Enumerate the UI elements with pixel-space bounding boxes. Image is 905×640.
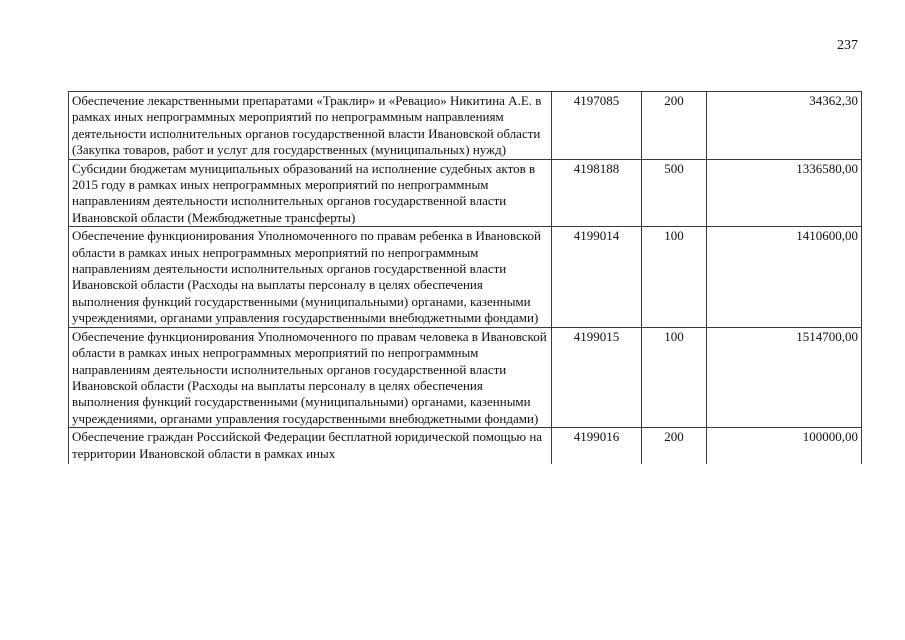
row-target-code: 4199014: [552, 227, 642, 327]
table-row: [69, 159, 862, 227]
row-expense-type: 100: [642, 227, 707, 327]
row-description: Обеспечение функционирования Уполномоченного по правам человека в Ивановской области в рамках иных непрограммных мероприятий по непрограммным направлениям деятельности исполнительных органов государственной власти Ивановской области (Расходы на выплаты персоналу в целях обеспечения выполнения функций государственными (муниципальными) органами, казенными учреждениями, органами управления государственными внебюджетными фондами): [69, 327, 552, 427]
row-expense-type: 200: [642, 428, 707, 464]
row-target-code: 4198188: [552, 159, 642, 227]
table-row: [69, 327, 862, 427]
row-target-code: 4199016: [552, 428, 642, 464]
row-description: Субсидии бюджетам муниципальных образований на исполнение судебных актов в 2015 году в рамках иных непрограммных мероприятий по непрограммным направлениям деятельности исполнительных органов государственной власти Ивановской области (Межбюджетные трансферты): [69, 159, 552, 227]
row-description: Обеспечение граждан Российской Федерации бесплатной юридической помощью на территории Ивановской области в рамках иных: [69, 428, 552, 464]
row-description: Обеспечение функционирования Уполномоченного по правам ребенка в Ивановской области в рамках иных непрограммных мероприятий по непрограммным направлениям деятельности исполнительных органов государственной власти Ивановской области (Расходы на выплаты персоналу в целях обеспечения выполнения функций государственными (муниципальными) органами, казенными учреждениями, органами управления государственными внебюджетными фондами): [69, 227, 552, 327]
row-expense-type: 500: [642, 159, 707, 227]
row-target-code: 4197085: [552, 92, 642, 160]
row-amount: 1336580,00: [707, 159, 862, 227]
table-row: [69, 428, 862, 464]
row-expense-type: 200: [642, 92, 707, 160]
row-amount: 100000,00: [707, 428, 862, 464]
row-amount: 34362,30: [707, 92, 862, 160]
row-expense-type: 100: [642, 327, 707, 427]
table-row: [69, 92, 862, 160]
row-amount: 1410600,00: [707, 227, 862, 327]
table-row: [69, 227, 862, 327]
row-target-code: 4199015: [552, 327, 642, 427]
budget-table: [68, 91, 862, 464]
page-number: 237: [837, 38, 858, 53]
row-description: Обеспечение лекарственными препаратами «Траклир» и «Ревацио» Никитина А.Е. в рамках иных непрограммных мероприятий по непрограммным направлениям деятельности исполнительных органов государственной власти Ивановской области (Закупка товаров, работ и услуг для государственных (муниципальных) нужд): [69, 92, 552, 160]
row-amount: 1514700,00: [707, 327, 862, 427]
